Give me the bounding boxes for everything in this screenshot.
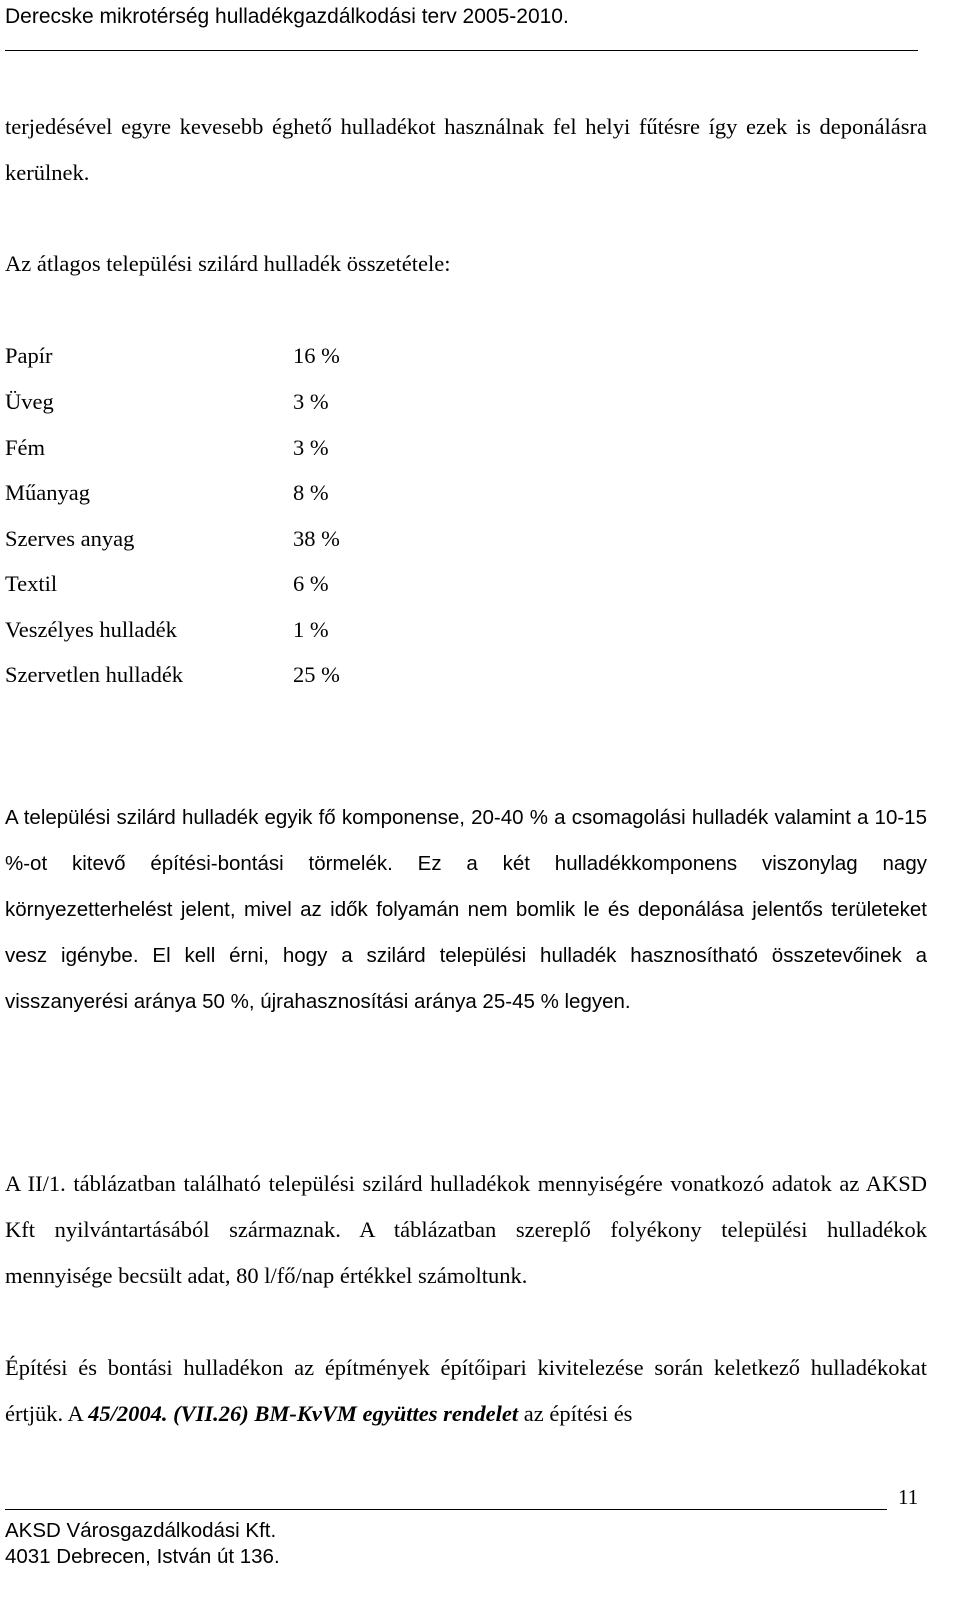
composition-value: 25 % [293,662,340,687]
intro-paragraph: terjedésével egyre kevesebb éghető hulladékot használnak fel helyi fűtésre így ezek is deponálásra kerülnek. [5,114,927,185]
composition-name: Szervetlen hulladék [5,662,184,687]
composition-row-szerves-anyag [5,516,405,562]
composition-row-uveg [5,379,405,425]
composition-name: Üveg [5,389,54,414]
footer-divider [5,1509,887,1510]
composition-value: 3 % [293,389,329,414]
construction-text-after: az építési és [518,1401,633,1426]
composition-value: 38 % [293,526,340,551]
composition-name: Fém [5,435,46,460]
footer-address: 4031 Debrecen, István út 136. [5,1545,280,1568]
composition-value: 1 % [293,617,329,642]
components-paragraph: A települési szilárd hulladék egyik fő komponense, 20-40 % a csomagolási hulladék valamint a 10-15 %-ot kitevő építési-bontási törmelék. Ez a két hulladékkomponens viszonylag nagy környezetterhelést jelent, mivel az idők folyamán nem bomlik le és deponálása jelentős területeket vesz igénybe. El kell érni, hogy a szilárd települési hulladék hasznosítható összetevőinek a visszanyerési aránya 50 %, újrahasznosítási aránya 25-45 % legyen. [5,806,927,1013]
composition-value: 3 % [293,435,329,460]
composition-value: 6 % [293,571,329,596]
page-number: 11 [898,1485,919,1509]
regulation-reference: 45/2004. (VII.26) BM-KvVM együttes rendelet [88,1401,519,1426]
footer-company: AKSD Városgazdálkodási Kft. [5,1519,277,1542]
composition-name: Szerves anyag [5,526,135,551]
composition-name: Veszélyes hulladék [5,617,177,642]
composition-row-veszelyes-hulladek [5,607,405,653]
construction-waste-paragraph [5,1345,927,1437]
composition-value: 8 % [293,480,329,505]
composition-heading: Az átlagos települési szilárd hulladék összetétele: [5,251,451,276]
construction-text-before: Építési és bontási hulladékon az építmények építőipari kivitelezése során keletkező hulladékokat értjük. A [5,1355,927,1426]
table-reference-paragraph: A II/1. táblázatban található települési szilárd hulladékok mennyiségére vonatkozó adatok az AKSD Kft nyilvántartásából származnak. A táblázatban szereplő folyékony települési hulladékok mennyisége becsült adat, 80 l/fő/nap értékkel számoltunk. [5,1171,927,1288]
composition-row-muanyag [5,470,405,516]
page-header-title: Derecske mikrotérség hulladékgazdálkodási terv 2005-2010. [5,5,569,28]
composition-value: 16 % [293,343,340,368]
composition-row-szervetlen-hulladek [5,652,405,698]
composition-row-textil [5,561,405,607]
composition-name: Műanyag [5,480,90,505]
header-divider [5,50,918,51]
composition-name: Papír [5,343,53,368]
composition-row-papir [5,333,405,379]
composition-row-fem [5,425,405,471]
composition-name: Textil [5,571,58,596]
